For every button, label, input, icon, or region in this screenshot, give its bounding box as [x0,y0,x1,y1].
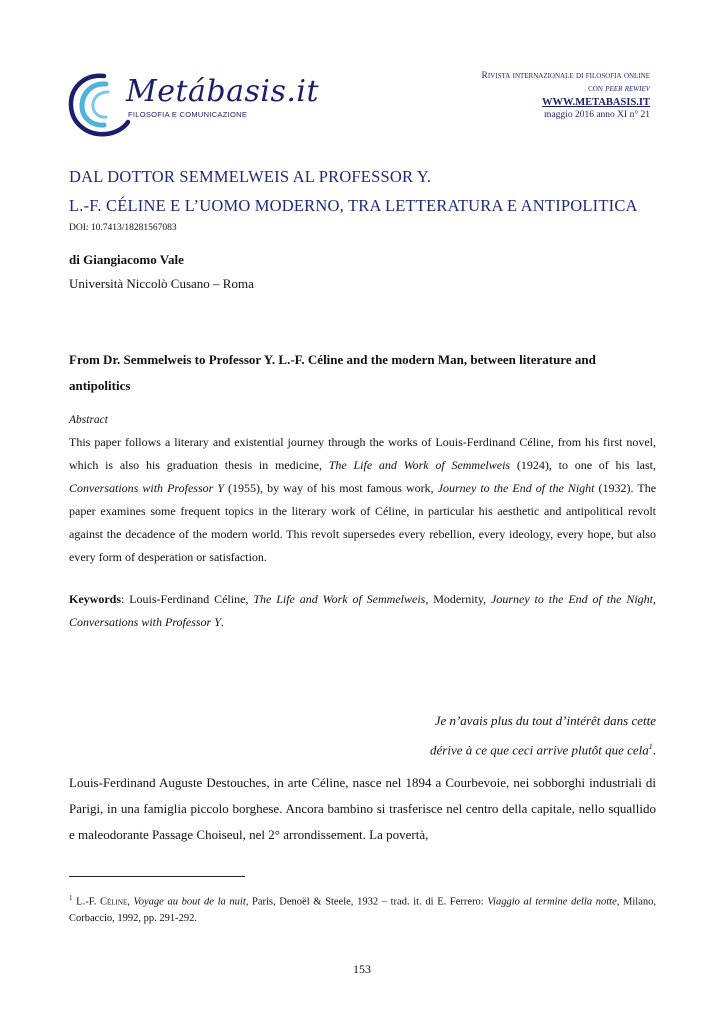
peer-review-prefix: con [588,84,606,94]
epigraph-line2: dérive à ce que ceci arrive plutôt que cela [430,742,649,758]
logo-wordmark: Metábasis.it [126,74,320,109]
author-affiliation: Università Niccolò Cusano – Roma [69,276,254,291]
journal-name: Rivista internazionale di filosofia online [481,71,650,81]
epigraph-line2-wrap [430,734,656,763]
body-paragraph: Louis-Ferdinand Auguste Destouches, in arte Céline, nasce nel 1894 a Courbevoie, nei sobborghi industriali di Parigi, in una famiglia piccolo borghese. Ancora bambino si trasferisce nel centro della capitale, nello squallido e maleodorante Passage Choiseul, nel 2° arrondissement. La povertà, [69,775,656,842]
metabasis-logo[interactable] [66,68,320,140]
peer-review-line [482,83,650,96]
author-name: di Giangiacomo Vale [69,252,184,267]
peer-review-text: peer rewiev [605,84,650,94]
footnote-ref[interactable]: 1 [648,742,653,751]
english-title: From Dr. Semmelweis to Professor Y. L.-F. Céline and the modern Man, between literature and antipolitics [69,352,596,393]
keywords-part: , Modernity, [425,592,492,606]
epigraph-quote [430,708,656,763]
footnote-part: , Milano, Corbaccio, 1992, pp. 291-292. [69,896,657,924]
abstract-part: This paper follows a literary and existential journey through the works of Louis-Ferdinand Céline, from his first novel, which is also his graduation thesis in medicine, [69,435,656,472]
footnote-work-title: Viaggio al termine della notte [487,896,617,908]
abstract-part: (1924), to one of his last, [510,458,656,472]
footnote-part: , [127,896,134,908]
keywords-label: Keywords [69,592,121,606]
abstract-work-title: Conversations with Professor Y [69,481,225,495]
footnote-divider [69,876,245,877]
footnote-part: , Paris, Denoël & Steele, 1932 – trad. it. di E. Ferrero: [245,896,488,908]
abstract-text [69,431,656,569]
journal-info [482,70,650,122]
footnote-part: L.-F. [72,896,100,908]
abstract-label: Abstract [69,414,108,426]
keyword-work-title: Conversations with Professor Y [69,615,221,629]
article-title-line1: DAL DOTTOR SEMMELWEIS AL PROFESSOR Y. [69,167,432,186]
keywords [69,588,656,634]
epigraph-end: . [652,742,656,758]
keywords-part: . [220,615,224,629]
article-title-line2: L.-F. CÉLINE E L’UOMO MODERNO, TRA LETTERATURA E ANTIPOLITICA [69,196,638,215]
footnote-work-title: Voyage au bout de la nuit [133,896,246,908]
journal-url-link[interactable]: WWW.METABASIS.IT [542,97,650,108]
footnote-author: Céline [100,896,128,908]
footnote [69,890,656,927]
keywords-part: , [653,592,657,606]
abstract-part: (1955), by way of his most famous work, [224,481,438,495]
doi: DOI: 10.7413/18281567083 [69,223,177,233]
epigraph-line1: Je n’avais plus du tout d’intérêt dans cette [434,713,656,728]
footnote-number: 1 [69,894,73,902]
abstract-work-title: Journey to the End of the Night [437,481,595,495]
abstract-part: (1932). The paper examines some frequent topics in the literary work of Céline, in particular his aesthetic and antipolitical revolt against the decadence of the modern world. This revolt supersedes every rebellion, every ideology, every hope, but also every form of desperation or satisfaction. [69,481,657,564]
keyword-work-title: The Life and Work of Semmelweis [253,592,426,606]
issue-info: maggio 2016 anno XI n° 21 [544,110,650,120]
logo-subtitle: FILOSOFIA E COMUNICAZIONE [128,110,248,119]
abstract-work-title: The Life and Work of Semmelweis [328,458,511,472]
keyword-work-title: Journey to the End of the Night [491,592,654,606]
keywords-part: : Louis-Ferdinand Céline, [121,592,254,606]
page-number: 153 [353,962,371,976]
